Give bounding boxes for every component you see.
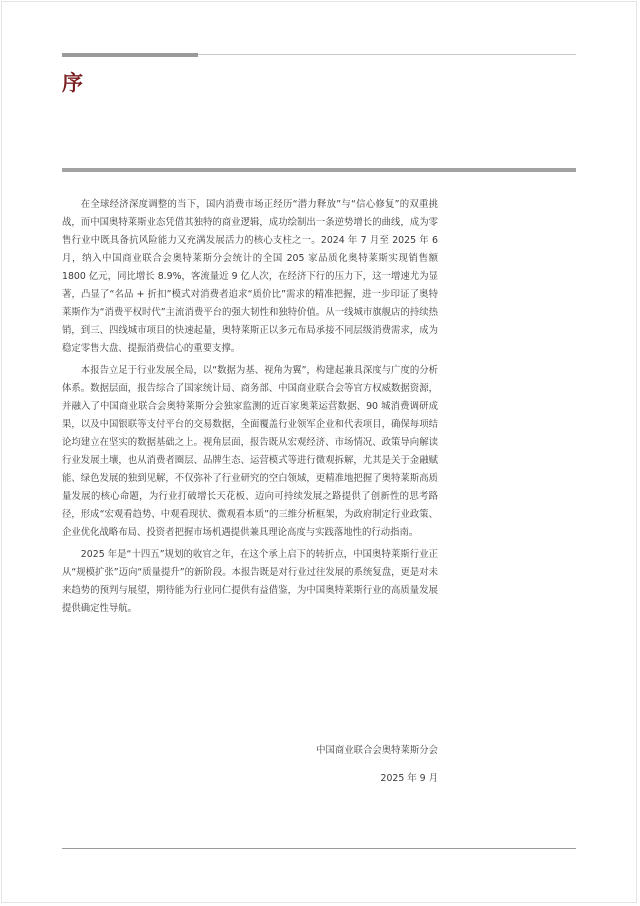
signature-org: 中国商业联合会奥特莱斯分会 [316,745,438,756]
signature-block [62,742,438,798]
signature-date: 2025 年 9 月 [380,773,438,784]
top-divider-accent [62,53,198,57]
page-title: 序 [62,70,83,95]
paragraph-3: 2025 年是“十四五”规划的收官之年，在这个承上启下的转折点，中国奥特莱斯行业正从“规模扩张”迈向“质量提升”的新阶段。本报告既是对行业过往发展的系统复盘，更是对未来趋势的预判与展望，期待能为行业同仁提供有益借鉴，为中国奥特莱斯行业的高质量发展提供确定性导航。 [62,549,438,614]
paragraph-1: 在全球经济深度调整的当下，国内消费市场正经历“潜力释放”与“信心修复”的双重挑战，而中国奥特莱斯业态凭借其独特的商业逻辑，成功绘制出一条逆势增长的曲线，成为零售行业中既具备抗风险能力又充满发展活力的核心支柱之一。2024 年 7 月至 2025 年 6 月，纳入中国商业联合会奥特莱斯分会统计的全国 205 家品质化奥特莱斯实现销售额 1800 亿元，同比增长 8.9%，客流量近 9 亿人次，在经济下行的压力下，这一增速尤为显著，凸显了“名品 + 折扣”模式对消费者追求“质价比”需求的精准把握，进一步印证了奥特莱斯作为“消费平权时代”主流消费平台的强大韧性和独特价值。从一线城市旗舰店的持续热销，到三、四线城市项目的快速起量，奥特莱斯正以多元布局承接不同层级消费需求，成为稳定零售大盘、提振消费信心的重要支撑。 [62,199,438,354]
section-divider [62,168,576,172]
preface-body [62,196,438,622]
paragraph-2: 本报告立足于行业发展全局，以“数据为基、视角为翼”，构建起兼具深度与广度的分析体系。数据层面，报告综合了国家统计局、商务部、中国商业联合会等官方权威数据资源，并融入了中国商业联合会奥特莱斯分会独家监测的近百家奥莱运营数据、90 城消费调研成果，以及中国银联等支付平台的交易数据，全面覆盖行业领军企业和代表项目，确保每项结论均建立在坚实的数据基础之上。视角层面，报告既从宏观经济、市场情况、政策导向解读行业发展土壤，也从消费者圈层、品牌生态、运营模式等进行微观拆解，尤其是关于金融赋能、绿色发展的独到见解，不仅弥补了行业研究的空白领域，更精准地把握了奥特莱斯高质量发展的核心命题，为行业打破增长天花板、迈向可持续发展之路提供了创新性的思考路径，形成“宏观看趋势、中观看现状、微观看本质”的三维分析框架，为政府制定行业政策、企业优化战略布局、投资者把握市场机遇提供兼具理论高度与实践落地性的行动指南。 [62,365,438,538]
bottom-divider [62,848,576,849]
